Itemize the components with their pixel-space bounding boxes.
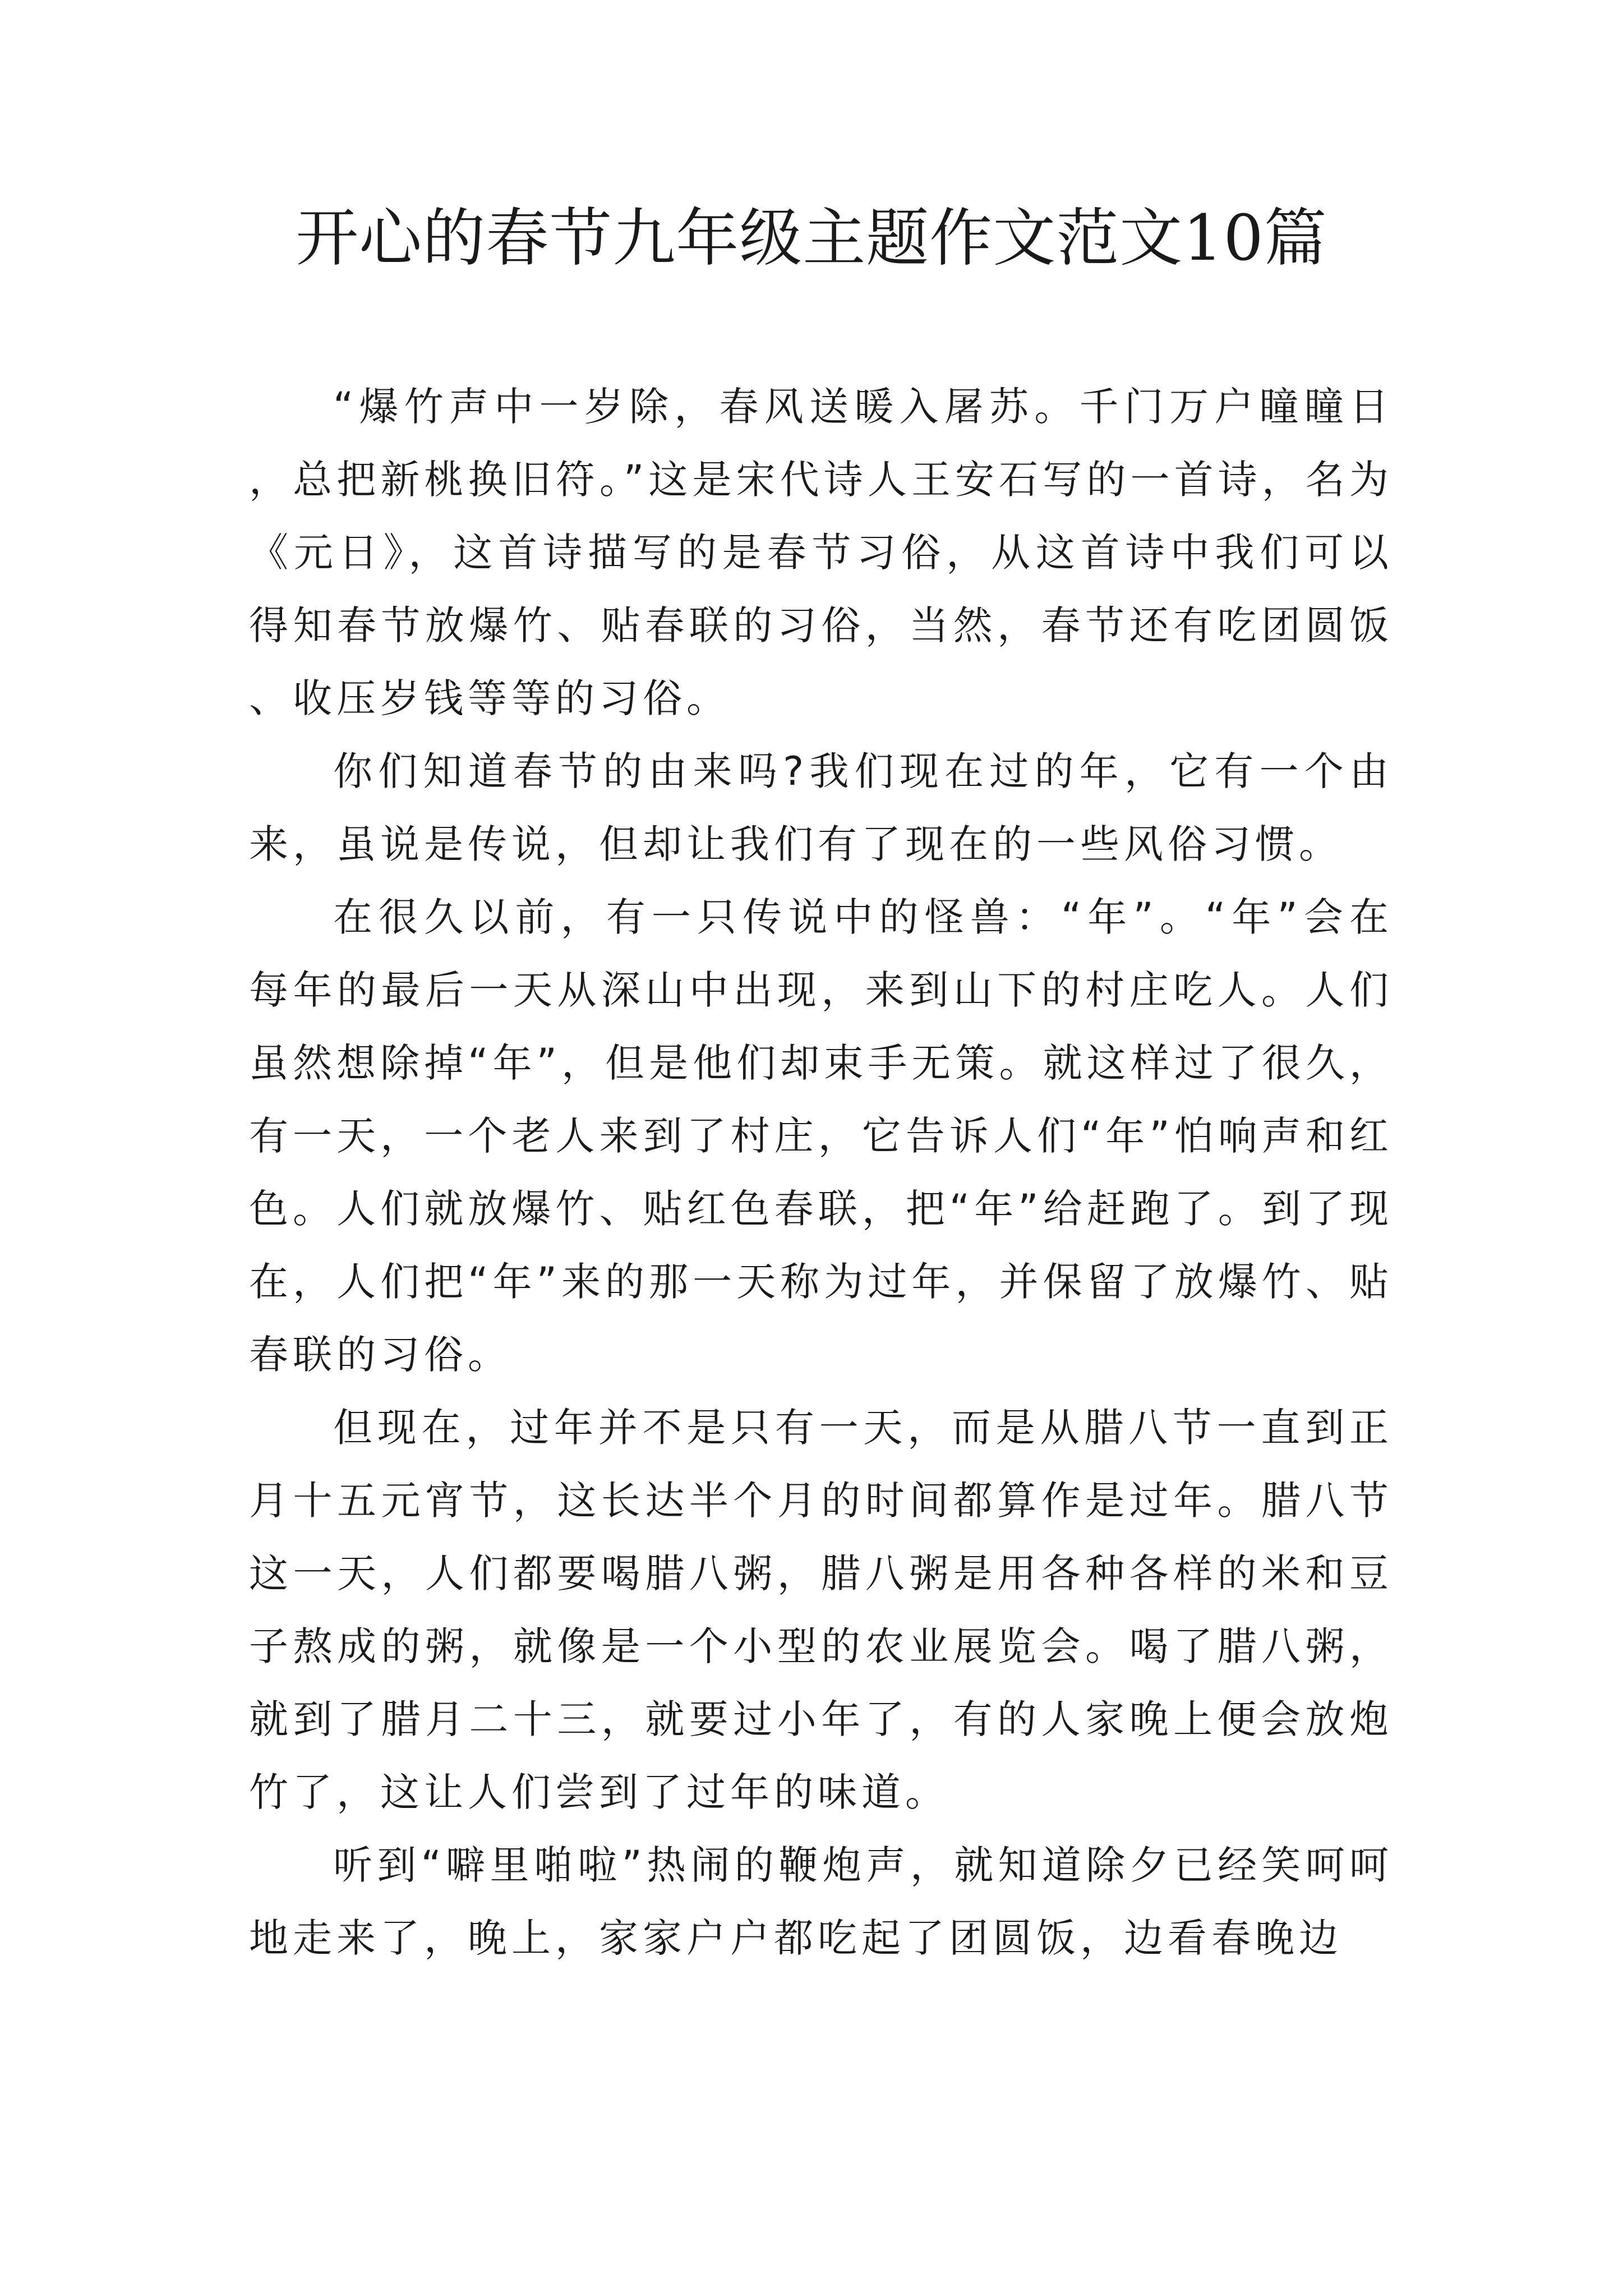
- paragraph-1: “爆竹声中一岁除，春风送暖入屠苏。千门万户瞳瞳日，总把新桃换旧符。”这是宋代诗人王安石写的一首诗，名为《元日》，这首诗描写的是春节习俗，从这首诗中我们可以得知春节放爆竹、贴春联的习俗，当然，春节还有吃团圆饭、收压岁钱等等的习俗。: [249, 384, 1393, 721]
- paragraph-4: 但现在，过年并不是只有一天，而是从腊八节一直到正月十五元宵节，这长达半个月的时间都算作是过年。腊八节这一天，人们都要喝腊八粥，腊八粥是用各种各样的米和豆子熬成的粥，就像是一个小型的农业展览会。喝了腊八粥，就到了腊月二十三，就要过小年了，有的人家晚上便会放炮竹了，这让人们尝到了过年的味道。: [249, 1405, 1393, 1815]
- paragraph-5: 听到“噼里啪啦”热闹的鞭炮声，就知道除夕已经笑呵呵地走来了，晚上，家家户户都吃起了团圆饭，边看春晚边: [249, 1842, 1393, 1961]
- paragraph-3: 在很久以前，有一只传说中的怪兽：“年”。“年”会在每年的最后一天从深山中出现，来到山下的村庄吃人。人们虽然想除掉“年”，但是他们却束手无策。就这样过了很久，有一天，一个老人来到了村庄，它告诉人们“年”怕响声和红色。人们就放爆竹、贴红色春联，把“年”给赶跑了。到了现在，人们把“年”来的那一天称为过年，并保留了放爆竹、贴春联的习俗。: [249, 894, 1393, 1378]
- paragraph-2: 你们知道春节的由来吗?我们现在过的年，它有一个由来，虽说是传说，但却让我们有了现在的一些风俗习惯。: [249, 748, 1393, 867]
- document-title: 开心的春节九年级主题作文范文10篇: [296, 202, 1327, 275]
- document-body: [249, 370, 1393, 1975]
